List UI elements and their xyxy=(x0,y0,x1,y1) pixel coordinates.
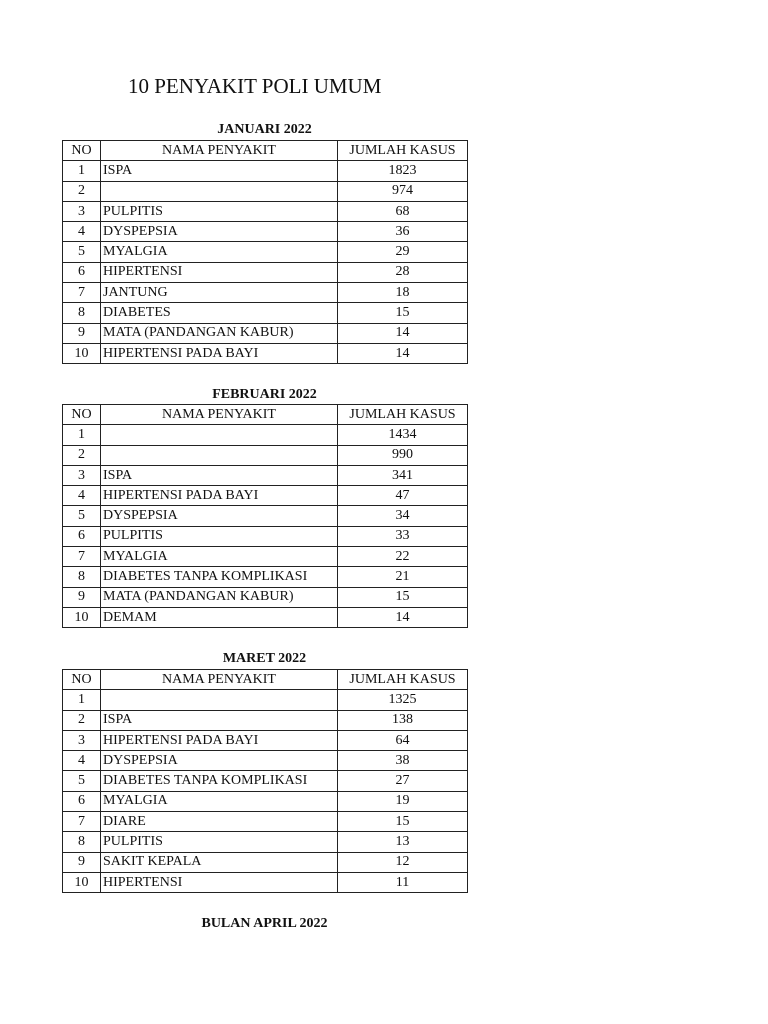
column-header-count: JUMLAH KASUS xyxy=(338,670,468,690)
cases-table-januari xyxy=(62,140,468,364)
cell-disease-name xyxy=(101,690,338,710)
column-header-no: NO xyxy=(63,141,101,161)
cell-disease-name: PULPITIS xyxy=(101,201,338,221)
cell-case-count: 1325 xyxy=(338,690,468,710)
cell-no: 5 xyxy=(63,771,101,791)
cell-no: 2 xyxy=(63,181,101,201)
cell-case-count: 14 xyxy=(338,343,468,363)
table-row xyxy=(63,283,468,303)
cell-disease-name xyxy=(101,425,338,445)
cell-case-count: 34 xyxy=(338,506,468,526)
table-row xyxy=(63,201,468,221)
cell-case-count: 22 xyxy=(338,547,468,567)
cell-no: 1 xyxy=(63,425,101,445)
table-row xyxy=(63,262,468,282)
cell-case-count: 341 xyxy=(338,465,468,485)
cell-case-count: 64 xyxy=(338,730,468,750)
cell-case-count: 15 xyxy=(338,587,468,607)
cell-disease-name: HIPERTENSI PADA BAYI xyxy=(101,730,338,750)
table-row xyxy=(63,303,468,323)
table-row xyxy=(63,181,468,201)
cell-disease-name: HIPERTENSI PADA BAYI xyxy=(101,486,338,506)
cell-disease-name: MYALGIA xyxy=(101,547,338,567)
cell-no: 7 xyxy=(63,283,101,303)
cell-no: 4 xyxy=(63,486,101,506)
cell-no: 9 xyxy=(63,587,101,607)
cell-disease-name: DIABETES TANPA KOMPLIKASI xyxy=(101,771,338,791)
cell-disease-name: MYALGIA xyxy=(101,791,338,811)
section-title-april: BULAN APRIL 2022 xyxy=(201,916,328,931)
cell-case-count: 11 xyxy=(338,872,468,892)
table-row xyxy=(63,465,468,485)
cell-disease-name xyxy=(101,181,338,201)
table-row xyxy=(63,791,468,811)
cell-no: 2 xyxy=(63,710,101,730)
cell-case-count: 15 xyxy=(338,812,468,832)
table-row xyxy=(63,526,468,546)
cell-case-count: 29 xyxy=(338,242,468,262)
cell-no: 9 xyxy=(63,852,101,872)
cell-case-count: 47 xyxy=(338,486,468,506)
cell-disease-name: DYSPEPSIA xyxy=(101,506,338,526)
cell-case-count: 14 xyxy=(338,323,468,343)
cell-case-count: 28 xyxy=(338,262,468,282)
cell-disease-name: HIPERTENSI PADA BAYI xyxy=(101,343,338,363)
table-header-row xyxy=(63,405,468,425)
table-row xyxy=(63,445,468,465)
cell-no: 10 xyxy=(63,872,101,892)
table-row xyxy=(63,242,468,262)
cases-table-februari xyxy=(62,404,468,628)
cell-no: 8 xyxy=(63,303,101,323)
cell-no: 3 xyxy=(63,730,101,750)
cell-no: 4 xyxy=(63,222,101,242)
section-title-januari: JANUARI 2022 xyxy=(217,122,312,137)
cell-no: 2 xyxy=(63,445,101,465)
cell-case-count: 33 xyxy=(338,526,468,546)
table-row xyxy=(63,832,468,852)
cell-disease-name: DIARE xyxy=(101,812,338,832)
table-row xyxy=(63,587,468,607)
cell-no: 7 xyxy=(63,812,101,832)
table-row xyxy=(63,161,468,181)
cell-no: 4 xyxy=(63,751,101,771)
cell-disease-name: MATA (PANDANGAN KABUR) xyxy=(101,323,338,343)
cell-no: 8 xyxy=(63,832,101,852)
cell-case-count: 18 xyxy=(338,283,468,303)
cell-no: 7 xyxy=(63,547,101,567)
cell-no: 3 xyxy=(63,201,101,221)
table-row xyxy=(63,343,468,363)
cell-disease-name xyxy=(101,445,338,465)
section-title-maret: MARET 2022 xyxy=(222,651,307,666)
cell-case-count: 974 xyxy=(338,181,468,201)
cell-disease-name: HIPERTENSI xyxy=(101,262,338,282)
cell-case-count: 19 xyxy=(338,791,468,811)
column-header-no: NO xyxy=(63,670,101,690)
cell-disease-name: JANTUNG xyxy=(101,283,338,303)
column-header-name: NAMA PENYAKIT xyxy=(101,405,338,425)
table-row xyxy=(63,771,468,791)
cell-no: 6 xyxy=(63,791,101,811)
cell-case-count: 138 xyxy=(338,710,468,730)
cell-disease-name: SAKIT KEPALA xyxy=(101,852,338,872)
cell-no: 6 xyxy=(63,526,101,546)
cell-disease-name: HIPERTENSI xyxy=(101,872,338,892)
cell-no: 1 xyxy=(63,690,101,710)
cell-case-count: 14 xyxy=(338,607,468,627)
cell-disease-name: DYSPEPSIA xyxy=(101,751,338,771)
cases-table-maret xyxy=(62,669,468,893)
cell-disease-name: DIABETES TANPA KOMPLIKASI xyxy=(101,567,338,587)
cell-disease-name: MYALGIA xyxy=(101,242,338,262)
cell-disease-name: ISPA xyxy=(101,465,338,485)
column-header-name: NAMA PENYAKIT xyxy=(101,670,338,690)
table-row xyxy=(63,506,468,526)
column-header-count: JUMLAH KASUS xyxy=(338,405,468,425)
cell-case-count: 68 xyxy=(338,201,468,221)
cell-disease-name: ISPA xyxy=(101,710,338,730)
cell-case-count: 13 xyxy=(338,832,468,852)
cell-case-count: 990 xyxy=(338,445,468,465)
cell-no: 6 xyxy=(63,262,101,282)
cell-disease-name: MATA (PANDANGAN KABUR) xyxy=(101,587,338,607)
table-row xyxy=(63,323,468,343)
cell-no: 8 xyxy=(63,567,101,587)
table-row xyxy=(63,567,468,587)
cell-disease-name: PULPITIS xyxy=(101,832,338,852)
table-row xyxy=(63,812,468,832)
cell-case-count: 1434 xyxy=(338,425,468,445)
table-row xyxy=(63,872,468,892)
table-row xyxy=(63,425,468,445)
table-row xyxy=(63,852,468,872)
column-header-count: JUMLAH KASUS xyxy=(338,141,468,161)
column-header-no: NO xyxy=(63,405,101,425)
cell-no: 5 xyxy=(63,242,101,262)
cell-disease-name: ISPA xyxy=(101,161,338,181)
cell-no: 5 xyxy=(63,506,101,526)
cell-no: 9 xyxy=(63,323,101,343)
cell-case-count: 21 xyxy=(338,567,468,587)
table-row xyxy=(63,710,468,730)
section-title-februari: FEBRUARI 2022 xyxy=(212,387,317,402)
cell-disease-name: DEMAM xyxy=(101,607,338,627)
cell-case-count: 1823 xyxy=(338,161,468,181)
table-row xyxy=(63,607,468,627)
cell-case-count: 36 xyxy=(338,222,468,242)
cell-disease-name: PULPITIS xyxy=(101,526,338,546)
cell-case-count: 15 xyxy=(338,303,468,323)
cell-disease-name: DYSPEPSIA xyxy=(101,222,338,242)
page-title: 10 PENYAKIT POLI UMUM xyxy=(128,74,382,98)
table-row xyxy=(63,730,468,750)
table-row xyxy=(63,486,468,506)
cell-no: 10 xyxy=(63,607,101,627)
table-header-row xyxy=(63,141,468,161)
cell-case-count: 12 xyxy=(338,852,468,872)
cell-case-count: 38 xyxy=(338,751,468,771)
table-row xyxy=(63,751,468,771)
cell-disease-name: DIABETES xyxy=(101,303,338,323)
cell-no: 1 xyxy=(63,161,101,181)
table-row xyxy=(63,690,468,710)
cell-no: 3 xyxy=(63,465,101,485)
table-row xyxy=(63,547,468,567)
cell-case-count: 27 xyxy=(338,771,468,791)
cell-no: 10 xyxy=(63,343,101,363)
table-header-row xyxy=(63,670,468,690)
column-header-name: NAMA PENYAKIT xyxy=(101,141,338,161)
table-row xyxy=(63,222,468,242)
